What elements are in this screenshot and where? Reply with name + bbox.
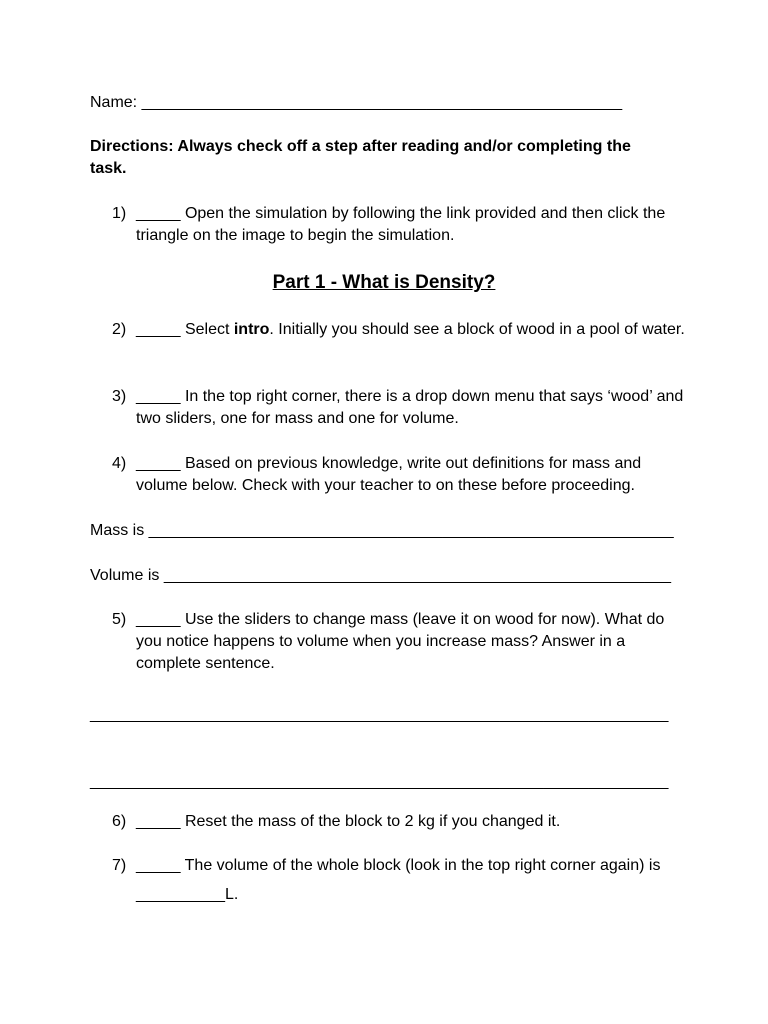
step-4 (112, 453, 692, 497)
part-heading: Part 1 - What is Density? (272, 272, 496, 293)
step-text: _____ In the top right corner, there is a drop down menu that says ‘wood’ and two sliders, one for mass and one for volume. (136, 388, 684, 427)
step-number: 3) (112, 388, 127, 405)
step-2 (112, 319, 692, 341)
mass-definition-line: Mass is ___________________________________________________________ (90, 522, 674, 539)
step-text: _____ Based on previous knowledge, write out definitions for mass and volume below. Check with your teacher to on these before proceeding. (136, 455, 642, 494)
step-text (136, 319, 692, 341)
step-text-line: __________L. (136, 886, 239, 903)
step-number: 1) (112, 205, 127, 222)
step-6 (112, 811, 692, 833)
step-number: 2) (112, 321, 127, 338)
step-text-pre: _____ Select (136, 321, 234, 338)
step-5 (112, 609, 692, 675)
answer-line: _________________________________________________________________ (90, 706, 669, 723)
step-text-post: . Initially you should see a block of wood in a pool of water. (269, 321, 685, 338)
volume-definition-line: Volume is _________________________________________________________ (90, 567, 672, 584)
directions-text: Directions: Always check off a step after reading and/or completing the task. (90, 138, 631, 177)
step-text: _____ Use the sliders to change mass (leave it on wood for now). What do you notice happens to volume when you increase mass? Answer in a complete sentence. (136, 611, 665, 672)
step-text-bold: intro (233, 321, 270, 338)
step-3 (112, 386, 692, 430)
step-text-line: _____ The volume of the whole block (look in the top right corner again) is (136, 857, 661, 874)
step-text (136, 855, 692, 906)
step-number: 7) (112, 857, 127, 874)
step-number: 6) (112, 813, 127, 830)
step-7 (112, 855, 692, 906)
answer-line: _________________________________________________________________ (90, 773, 669, 790)
step-text: _____ Open the simulation by following the link provided and then click the triangle on the image to begin the simulation. (136, 205, 666, 244)
name-field: Name: ______________________________________________________ (90, 94, 623, 111)
step-text: _____ Reset the mass of the block to 2 kg if you changed it. (136, 813, 561, 830)
step-number: 5) (112, 611, 127, 628)
step-1 (112, 203, 692, 247)
step-number: 4) (112, 455, 127, 472)
